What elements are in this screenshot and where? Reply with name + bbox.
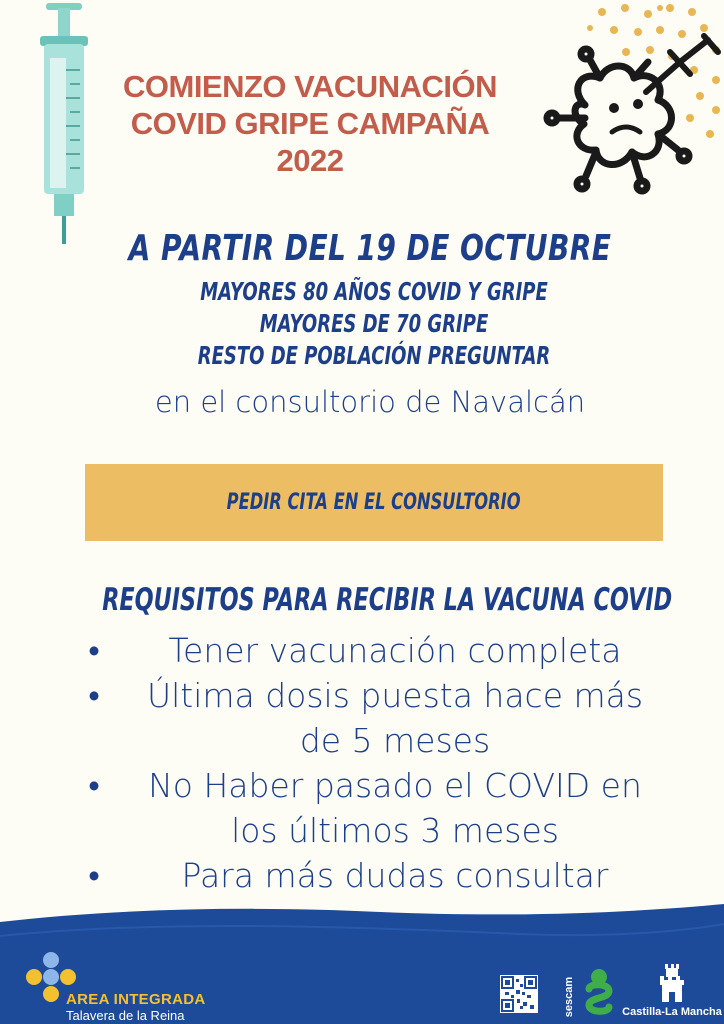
requirement-text: No Haber pasado el COVID en (148, 766, 642, 805)
list-item (80, 673, 680, 763)
virus-icon (530, 0, 724, 225)
syringe-icon (36, 0, 92, 246)
requirement-text: Última dosis puesta hace más (146, 676, 644, 715)
list-item (80, 763, 680, 853)
requirement-text-cont: de 5 meses (299, 721, 491, 760)
eligibility-line-1: MAYORES 80 AÑOS COVID Y GRIPE (200, 277, 548, 306)
requirement-text: Para más dudas consultar (181, 856, 609, 895)
sescam-label: sescam (563, 976, 576, 1018)
eligibility-list (105, 276, 644, 372)
bullet: • (88, 631, 100, 670)
appointment-label: PEDIR CITA EN EL CONSULTORIO (227, 490, 521, 515)
requirements-heading: REQUISITOS PARA RECIBIR LA VACUNA COVID (102, 582, 673, 618)
sescam-logo-icon (563, 965, 619, 1021)
campaign-title (100, 68, 520, 179)
eligibility-line-3: RESTO DE POBLACIÓN PREGUNTAR (197, 341, 551, 370)
requirement-text-cont: los últimos 3 meses (231, 811, 559, 850)
title-line-2: COVID GRIPE CAMPAÑA (130, 106, 490, 141)
org-subtitle: Talavera de la Reina (66, 1008, 185, 1023)
castilla-la-mancha-crest-icon (620, 960, 724, 1024)
location-text: en el consultorio de Navalcán (154, 385, 586, 419)
list-item (80, 628, 680, 673)
list-item (80, 853, 680, 898)
bullet: • (88, 856, 100, 895)
bullet: • (88, 676, 100, 715)
region-label: Castilla-La Mancha (622, 1006, 722, 1018)
qr-code-icon[interactable] (500, 975, 538, 1013)
eligibility-line-2: MAYORES DE 70 GRIPE (259, 309, 489, 338)
bullet: • (88, 766, 100, 805)
requirements-list (80, 628, 680, 898)
requirement-text: Tener vacunación completa (168, 631, 622, 670)
org-name: AREA INTEGRADA (66, 991, 206, 1008)
title-line-3: 2022 (276, 143, 344, 178)
start-date-heading: A PARTIR DEL 19 DE OCTUBRE (128, 228, 612, 269)
appointment-banner (85, 464, 663, 541)
title-line-1: COMIENZO VACUNACIÓN (123, 69, 497, 104)
